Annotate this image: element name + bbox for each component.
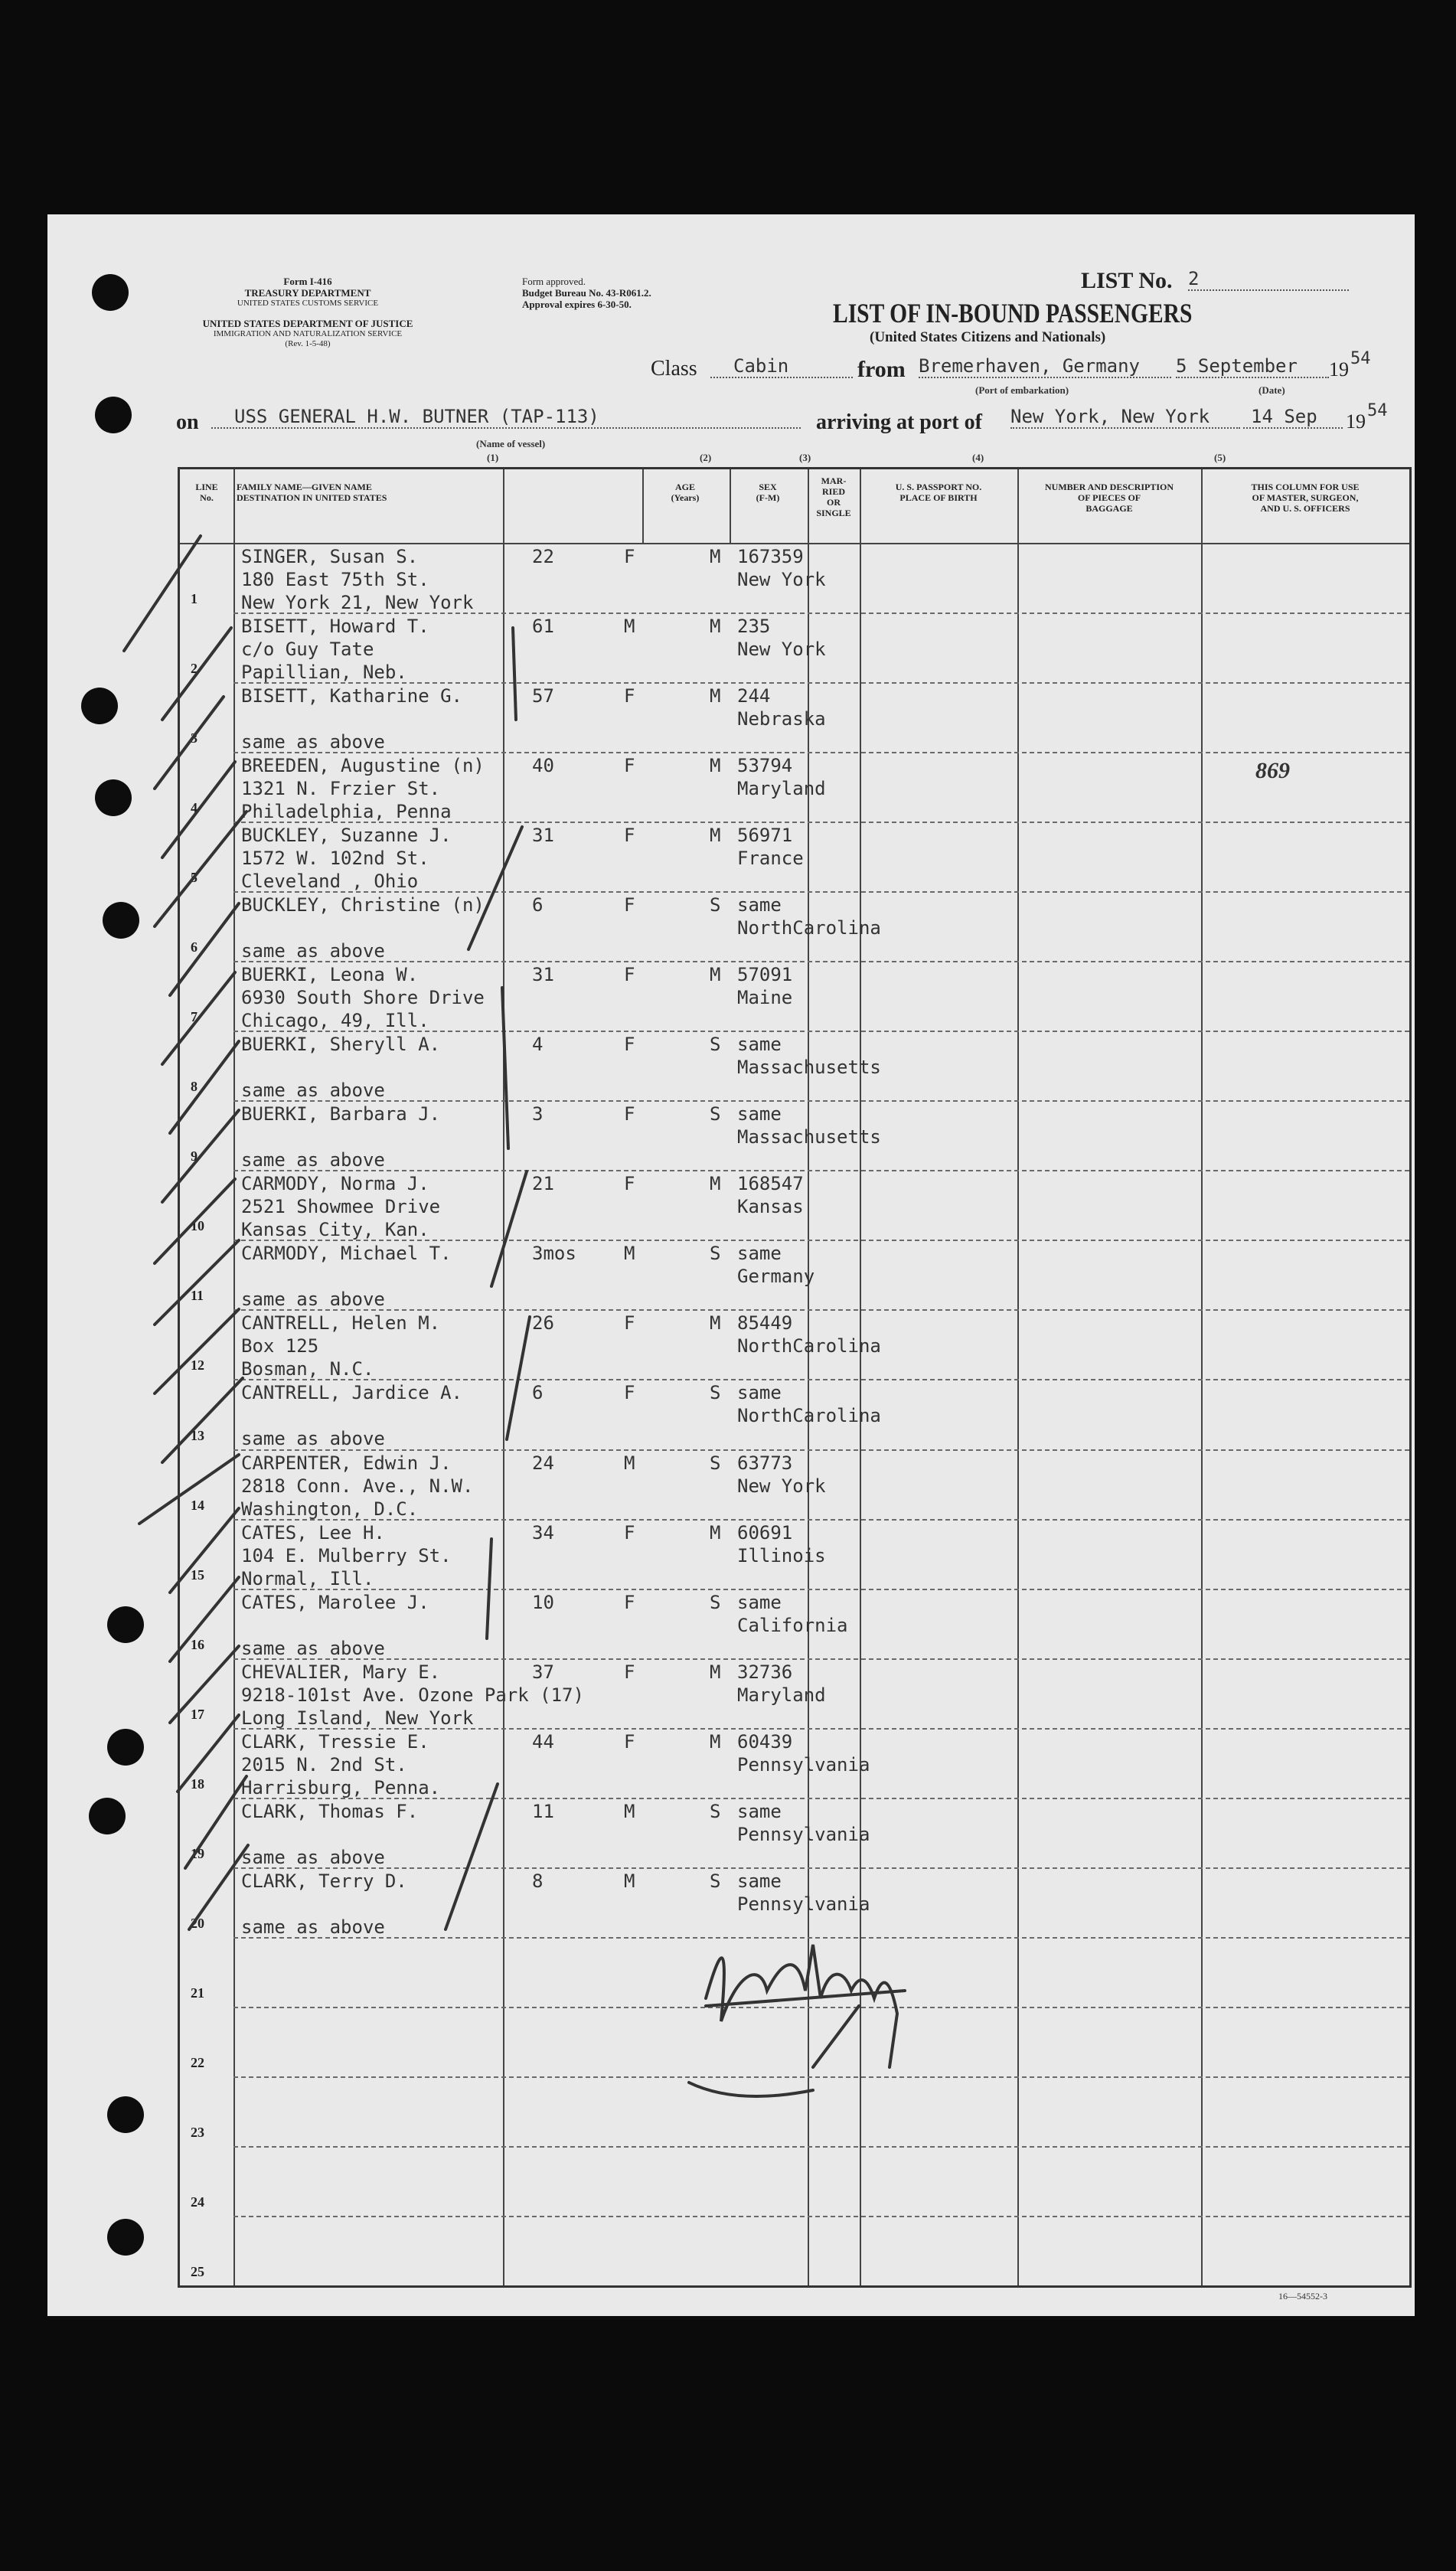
- customs-service: UNITED STATES CUSTOMS SERVICE: [237, 299, 379, 308]
- marital-status: S: [710, 1800, 721, 1822]
- destination-line-1: c/o Guy Tate: [241, 639, 374, 661]
- col-header-age: AGE (Years): [671, 482, 700, 503]
- line-number: 4: [191, 800, 198, 816]
- passenger-name: CARPENTER, Edwin J.: [241, 1452, 452, 1474]
- age: 26: [532, 1312, 554, 1335]
- age: 3: [532, 1103, 544, 1125]
- line-number: 13: [191, 1427, 204, 1443]
- line-number: 23: [191, 2124, 204, 2140]
- port-of-embarkation: Bremerhaven, Germany: [919, 355, 1171, 378]
- destination-line-1: Box 125: [241, 1335, 319, 1357]
- destination-line-1: 104 E. Mulberry St.: [241, 1544, 452, 1566]
- port-embark-caption: (Port of embarkation): [975, 384, 1069, 396]
- list-no-value: 2: [1188, 268, 1349, 291]
- destination-line-1: 1572 W. 102nd St.: [241, 848, 429, 870]
- marital-status: M: [710, 546, 721, 567]
- sex: F: [624, 546, 635, 567]
- age: 34: [532, 1521, 554, 1544]
- col-number: (1): [487, 452, 499, 463]
- age: 24: [532, 1452, 554, 1474]
- destination-line-2: same as above: [241, 1846, 385, 1868]
- destination-line-2: Kansas City, Kan.: [241, 1219, 429, 1241]
- place-of-birth: New York: [737, 639, 826, 661]
- marital-status: S: [710, 1034, 721, 1056]
- marital-status: S: [710, 1591, 721, 1613]
- manifest-page: [47, 214, 1415, 2316]
- age: 44: [532, 1730, 554, 1753]
- age: 21: [532, 1173, 554, 1195]
- passport-number: 60439: [737, 1730, 793, 1753]
- passenger-name: BISETT, Katharine G.: [241, 685, 462, 707]
- sex: F: [624, 755, 635, 777]
- form-footer: 16—54552-3: [1278, 2291, 1327, 2301]
- place-of-birth: Pennsylvania: [737, 1753, 870, 1776]
- passenger-name: CATES, Lee H.: [241, 1521, 385, 1544]
- approval-line: Approval expires 6-30-50.: [522, 299, 632, 310]
- col-header-sex: SEX (F-M): [756, 482, 780, 503]
- age: 22: [532, 546, 554, 567]
- sex: F: [624, 894, 635, 916]
- passport-number: same: [737, 1034, 782, 1056]
- page-title: LIST OF IN-BOUND PASSENGERS: [833, 298, 1193, 328]
- from-label: from: [857, 357, 906, 382]
- passport-number: same: [737, 1800, 782, 1822]
- on-label: on: [176, 410, 199, 434]
- passenger-name: CLARK, Terry D.: [241, 1870, 407, 1892]
- line-number: 24: [191, 2194, 204, 2210]
- vessel-caption: (Name of vessel): [476, 438, 546, 449]
- marital-status: M: [710, 1173, 721, 1195]
- line-number: 2: [191, 661, 198, 677]
- age: 57: [532, 685, 554, 707]
- passport-number: 57091: [737, 964, 793, 986]
- place-of-birth: California: [737, 1614, 848, 1636]
- arrival-year-prefix: 19: [1346, 410, 1366, 433]
- destination-line-2: same as above: [241, 1428, 385, 1450]
- sex: M: [624, 1870, 635, 1892]
- sex: F: [624, 1173, 635, 1195]
- line-number: 1: [191, 591, 198, 607]
- destination-line-2: Harrisburg, Penna.: [241, 1776, 441, 1798]
- place-of-birth: Maryland: [737, 1684, 826, 1706]
- line-number: 5: [191, 870, 198, 886]
- line-number: 19: [191, 1845, 204, 1861]
- arriving-label: arriving at port of: [816, 410, 982, 434]
- destination-line-2: same as above: [241, 1289, 385, 1311]
- date-caption: (Date): [1258, 384, 1285, 396]
- line-number: 14: [191, 1497, 204, 1513]
- passport-number: same: [737, 894, 782, 916]
- marital-status: M: [710, 825, 721, 847]
- place-of-birth: Maine: [737, 987, 793, 1009]
- col-header-name: FAMILY NAME—GIVEN NAME DESTINATION IN UNITED STATES: [237, 482, 387, 503]
- arrival-port: New York, New York: [1010, 406, 1240, 429]
- marital-status: S: [710, 1243, 721, 1265]
- marital-status: S: [710, 1870, 721, 1892]
- passenger-name: CARMODY, Norma J.: [241, 1173, 429, 1195]
- col-header-baggage: NUMBER AND DESCRIPTION OF PIECES OF BAGGAGE: [1044, 482, 1174, 514]
- place-of-birth: Nebraska: [737, 708, 826, 730]
- passport-number: same: [737, 1382, 782, 1404]
- passenger-name: BISETT, Howard T.: [241, 616, 429, 638]
- sex: M: [624, 1800, 635, 1822]
- list-no-label: LIST No.: [1081, 268, 1173, 293]
- line-number: 25: [191, 2264, 204, 2279]
- sex: M: [624, 1452, 635, 1474]
- dept-treasury: TREASURY DEPARTMENT: [244, 287, 371, 299]
- place-of-birth: Massachusetts: [737, 1057, 881, 1079]
- destination-line-2: Bosman, N.C.: [241, 1358, 374, 1380]
- marital-status: S: [710, 1452, 721, 1474]
- marital-status: M: [710, 1521, 721, 1544]
- sex: M: [624, 1243, 635, 1265]
- sex: F: [624, 685, 635, 707]
- passenger-name: BUERKI, Barbara J.: [241, 1103, 441, 1125]
- destination-line-2: Long Island, New York: [241, 1707, 474, 1729]
- place-of-birth: Maryland: [737, 778, 826, 800]
- destination-line-2: Cleveland , Ohio: [241, 871, 419, 893]
- line-number: 9: [191, 1148, 198, 1165]
- age: 31: [532, 825, 554, 847]
- place-of-birth: New York: [737, 1475, 826, 1497]
- passenger-name: SINGER, Susan S.: [241, 546, 419, 567]
- passport-number: 168547: [737, 1173, 804, 1195]
- destination-line-1: 2015 N. 2nd St.: [241, 1753, 407, 1776]
- place-of-birth: France: [737, 848, 804, 870]
- passenger-name: BUERKI, Sheryll A.: [241, 1034, 441, 1056]
- destination-line-1: 2521 Showmee Drive: [241, 1196, 441, 1218]
- year-prefix: 19: [1329, 358, 1349, 381]
- line-number: 3: [191, 730, 198, 746]
- passenger-name: BUCKLEY, Suzanne J.: [241, 825, 452, 847]
- line-number: 8: [191, 1079, 198, 1095]
- passport-number: 85449: [737, 1312, 793, 1335]
- place-of-birth: Massachusetts: [737, 1126, 881, 1148]
- age: 3mos: [532, 1243, 576, 1265]
- passenger-name: CLARK, Tressie E.: [241, 1730, 429, 1753]
- line-number: 12: [191, 1357, 204, 1374]
- destination-line-2: Papillian, Neb.: [241, 662, 407, 684]
- destination-line-2: Washington, D.C.: [241, 1498, 419, 1520]
- col-header-married: MAR- RIED OR SINGLE: [816, 475, 851, 518]
- embarkation-date: 5 September: [1176, 355, 1329, 378]
- age: 61: [532, 616, 554, 638]
- line-number: 10: [191, 1218, 204, 1234]
- passport-number: 53794: [737, 755, 793, 777]
- dept-justice: UNITED STATES DEPARTMENT OF JUSTICE: [202, 318, 413, 329]
- destination-line-2: same as above: [241, 1080, 385, 1102]
- class-label: Class: [651, 357, 697, 381]
- arrival-date: 14 Sep: [1243, 406, 1343, 429]
- marital-status: M: [710, 1312, 721, 1335]
- passenger-name: CARMODY, Michael T.: [241, 1243, 452, 1265]
- marital-status: M: [710, 685, 721, 707]
- margin-note: 869: [1255, 758, 1290, 783]
- sex: F: [624, 1661, 635, 1683]
- marital-status: M: [710, 1730, 721, 1753]
- sex: F: [624, 964, 635, 986]
- place-of-birth: Pennsylvania: [737, 1893, 870, 1915]
- destination-line-2: same as above: [241, 940, 385, 962]
- age: 4: [532, 1034, 544, 1056]
- destination-line-2: Normal, Ill.: [241, 1567, 374, 1589]
- place-of-birth: New York: [737, 569, 826, 590]
- line-number: 16: [191, 1636, 204, 1652]
- ins-service: IMMIGRATION AND NATURALIZATION SERVICE: [213, 329, 403, 338]
- place-of-birth: NorthCarolina: [737, 1405, 881, 1427]
- age: 37: [532, 1661, 554, 1683]
- passport-number: 63773: [737, 1452, 793, 1474]
- destination-line-1: 1321 N. Frzier St.: [241, 778, 441, 800]
- passport-number: same: [737, 1870, 782, 1892]
- col-number: (2): [700, 452, 712, 463]
- col-number: (5): [1214, 452, 1226, 463]
- sex: M: [624, 616, 635, 638]
- passenger-name: BUCKLEY, Christine (n): [241, 894, 485, 916]
- place-of-birth: NorthCarolina: [737, 1335, 881, 1357]
- line-number: 15: [191, 1566, 204, 1583]
- sex: F: [624, 1730, 635, 1753]
- approval-line: Budget Bureau No. 43-R061.2.: [522, 287, 651, 299]
- vessel-name: USS GENERAL H.W. BUTNER (TAP-113): [211, 406, 801, 429]
- passport-number: 235: [737, 616, 771, 638]
- col-header-passport: U. S. PASSPORT NO. PLACE OF BIRTH: [895, 482, 982, 503]
- destination-line-1: 2818 Conn. Ave., N.W.: [241, 1475, 474, 1497]
- place-of-birth: Germany: [737, 1266, 815, 1288]
- passport-number: 32736: [737, 1661, 793, 1683]
- passport-number: 244: [737, 685, 771, 707]
- sex: F: [624, 1591, 635, 1613]
- age: 6: [532, 894, 544, 916]
- passenger-name: BUERKI, Leona W.: [241, 964, 419, 986]
- marital-status: M: [710, 1661, 721, 1683]
- place-of-birth: Kansas: [737, 1196, 804, 1218]
- marital-status: S: [710, 1382, 721, 1404]
- place-of-birth: Illinois: [737, 1544, 826, 1566]
- destination-line-1: 9218-101st Ave. Ozone Park (17): [241, 1684, 584, 1706]
- destination-line-2: Philadelphia, Penna: [241, 801, 452, 823]
- marital-status: S: [710, 894, 721, 916]
- col-header-line-no: LINE No.: [195, 482, 218, 503]
- destination-line-2: same as above: [241, 1916, 385, 1938]
- destination-line-2: same as above: [241, 731, 385, 753]
- passenger-name: CATES, Marolee J.: [241, 1591, 429, 1613]
- sex: F: [624, 1034, 635, 1056]
- sex: F: [624, 1103, 635, 1125]
- line-number: 18: [191, 1776, 204, 1792]
- passenger-name: BREEDEN, Augustine (n): [241, 755, 485, 777]
- sex: F: [624, 1382, 635, 1404]
- class-value: Cabin: [710, 355, 853, 378]
- sex: F: [624, 1521, 635, 1544]
- handwritten-marks: [47, 214, 1415, 2316]
- sex: F: [624, 825, 635, 847]
- marital-status: M: [710, 755, 721, 777]
- line-number: 11: [191, 1288, 204, 1304]
- passenger-name: CANTRELL, Helen M.: [241, 1312, 441, 1335]
- destination-line-1: 180 East 75th St.: [241, 569, 429, 590]
- line-number: 7: [191, 1009, 198, 1025]
- age: 31: [532, 964, 554, 986]
- age: 10: [532, 1591, 554, 1613]
- line-number: 22: [191, 2054, 204, 2070]
- line-number: 21: [191, 1985, 204, 2001]
- place-of-birth: NorthCarolina: [737, 917, 881, 939]
- line-number: 6: [191, 939, 198, 956]
- col-number: (3): [799, 452, 811, 463]
- marital-status: S: [710, 1103, 721, 1125]
- line-number: 17: [191, 1706, 204, 1722]
- age: 6: [532, 1382, 544, 1404]
- passport-number: 56971: [737, 825, 793, 847]
- passport-number: same: [737, 1243, 782, 1265]
- age: 11: [532, 1800, 554, 1822]
- col-header-officers: THIS COLUMN FOR USE OF MASTER, SURGEON, AND U. S. OFFICERS: [1251, 482, 1360, 514]
- approval-line: Form approved.: [522, 276, 586, 287]
- passport-number: same: [737, 1103, 782, 1125]
- destination-line-2: Chicago, 49, Ill.: [241, 1010, 429, 1032]
- destination-line-2: same as above: [241, 1149, 385, 1171]
- age: 8: [532, 1870, 544, 1892]
- destination-line-1: 6930 South Shore Drive: [241, 987, 485, 1009]
- revision-date: (Rev. 1-5-48): [285, 339, 331, 348]
- line-number: 20: [191, 1915, 204, 1931]
- age: 40: [532, 755, 554, 777]
- sex: F: [624, 1312, 635, 1335]
- col-number: (4): [972, 452, 984, 463]
- marital-status: M: [710, 616, 721, 638]
- arrival-year: 54: [1367, 401, 1388, 420]
- embarkation-year: 54: [1350, 349, 1371, 368]
- marital-status: M: [710, 964, 721, 986]
- place-of-birth: Pennsylvania: [737, 1823, 870, 1845]
- destination-line-2: same as above: [241, 1637, 385, 1659]
- passport-number: 167359: [737, 546, 804, 567]
- destination-line-2: New York 21, New York: [241, 592, 474, 613]
- form-number: Form I-416: [283, 276, 332, 287]
- passport-number: same: [737, 1591, 782, 1613]
- passenger-name: CLARK, Thomas F.: [241, 1800, 419, 1822]
- passenger-name: CANTRELL, Jardice A.: [241, 1382, 462, 1404]
- page-subtitle: (United States Citizens and Nationals): [870, 329, 1106, 345]
- passport-number: 60691: [737, 1521, 793, 1544]
- passenger-name: CHEVALIER, Mary E.: [241, 1661, 441, 1683]
